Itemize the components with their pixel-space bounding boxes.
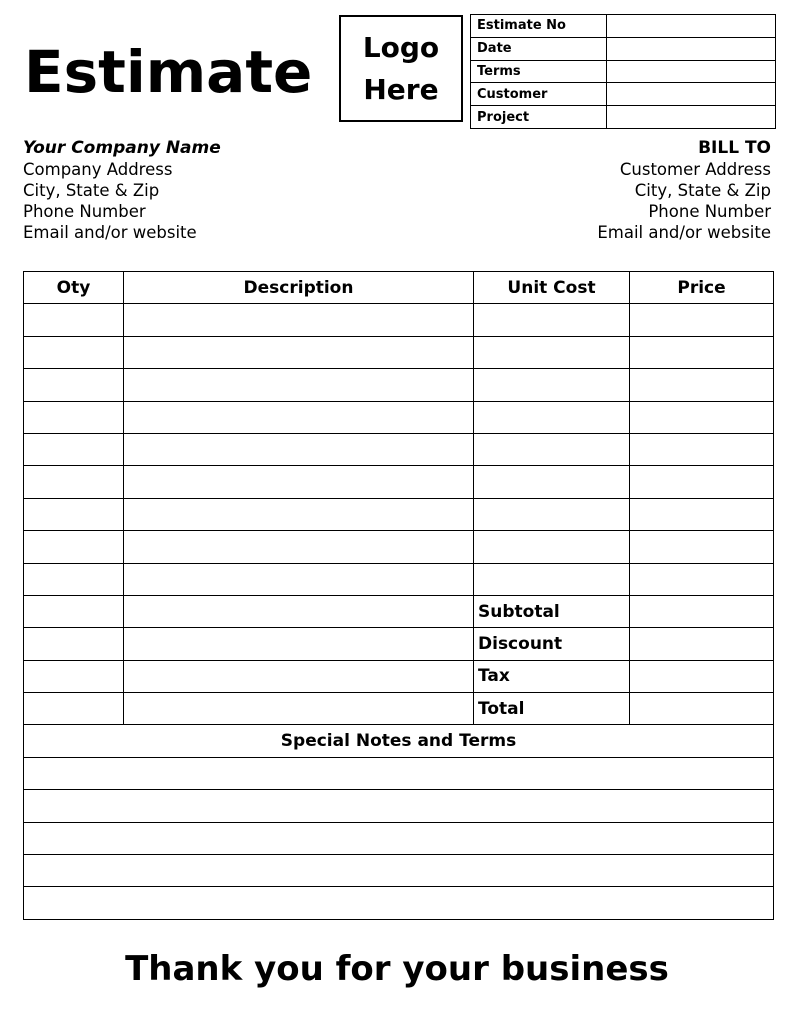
unit-cost-cell[interactable] <box>474 401 630 433</box>
description-cell[interactable] <box>124 563 474 595</box>
company-address: Company Address <box>23 160 173 179</box>
line-items-table <box>23 271 774 920</box>
customer-phone: Phone Number <box>648 202 771 221</box>
summary-value-cell[interactable] <box>630 660 774 692</box>
meta-label: Terms <box>471 60 607 83</box>
notes-row <box>24 790 774 822</box>
column-header-qty: Oty <box>24 272 124 304</box>
summary-label: Subtotal <box>474 595 630 627</box>
summary-row <box>24 595 774 627</box>
meta-value-field[interactable] <box>607 15 776 38</box>
qty-cell[interactable] <box>24 693 124 725</box>
customer-address: Customer Address <box>619 160 771 179</box>
meta-label: Estimate No <box>471 15 607 38</box>
description-cell[interactable] <box>124 336 474 368</box>
meta-label: Project <box>471 106 607 129</box>
qty-cell[interactable] <box>24 660 124 692</box>
column-header-description: Description <box>124 272 474 304</box>
notes-line[interactable] <box>24 757 774 789</box>
summary-value-cell[interactable] <box>630 693 774 725</box>
unit-cost-cell[interactable] <box>474 531 630 563</box>
company-email: Email and/or website <box>23 223 197 242</box>
qty-cell[interactable] <box>24 628 124 660</box>
meta-value-field[interactable] <box>607 106 776 129</box>
qty-cell[interactable] <box>24 531 124 563</box>
notes-row <box>24 887 774 919</box>
description-cell[interactable] <box>124 531 474 563</box>
notes-heading-row <box>24 725 774 757</box>
bill-to-info <box>597 138 771 243</box>
notes-row <box>24 757 774 789</box>
qty-cell[interactable] <box>24 498 124 530</box>
table-row <box>24 531 774 563</box>
description-cell[interactable] <box>124 628 474 660</box>
customer-email: Email and/or website <box>597 223 771 242</box>
logo-text-line2: Here <box>363 72 439 106</box>
unit-cost-cell[interactable] <box>474 466 630 498</box>
price-cell[interactable] <box>630 498 774 530</box>
summary-row <box>24 660 774 692</box>
logo-text-line1: Logo <box>362 30 440 64</box>
table-row <box>24 304 774 336</box>
thank-you-footer: Thank you for your business <box>125 949 669 989</box>
qty-cell[interactable] <box>24 336 124 368</box>
unit-cost-cell[interactable] <box>474 498 630 530</box>
company-info <box>23 138 221 243</box>
table-row <box>24 336 774 368</box>
company-city: City, State & Zip <box>23 181 160 200</box>
description-cell[interactable] <box>124 304 474 336</box>
price-cell[interactable] <box>630 531 774 563</box>
table-row <box>24 498 774 530</box>
qty-cell[interactable] <box>24 466 124 498</box>
description-cell[interactable] <box>124 660 474 692</box>
company-name: Your Company Name <box>23 138 221 158</box>
meta-row <box>471 60 776 83</box>
unit-cost-cell[interactable] <box>474 336 630 368</box>
notes-row <box>24 855 774 887</box>
company-phone: Phone Number <box>23 202 146 221</box>
qty-cell[interactable] <box>24 433 124 465</box>
meta-label: Date <box>471 37 607 60</box>
meta-value-field[interactable] <box>607 37 776 60</box>
meta-value-field[interactable] <box>607 60 776 83</box>
summary-label: Discount <box>474 628 630 660</box>
table-header-row <box>24 272 774 304</box>
price-cell[interactable] <box>630 336 774 368</box>
description-cell[interactable] <box>124 466 474 498</box>
notes-heading: Special Notes and Terms <box>24 725 774 757</box>
column-header-unit-cost: Unit Cost <box>474 272 630 304</box>
qty-cell[interactable] <box>24 304 124 336</box>
notes-line[interactable] <box>24 887 774 919</box>
description-cell[interactable] <box>124 693 474 725</box>
estimate-title: Estimate <box>24 38 313 106</box>
summary-label: Total <box>474 693 630 725</box>
description-cell[interactable] <box>124 401 474 433</box>
unit-cost-cell[interactable] <box>474 369 630 401</box>
table-row <box>24 466 774 498</box>
price-cell[interactable] <box>630 369 774 401</box>
summary-value-cell[interactable] <box>630 595 774 627</box>
qty-cell[interactable] <box>24 563 124 595</box>
price-cell[interactable] <box>630 401 774 433</box>
logo-placeholder <box>339 15 463 122</box>
price-cell[interactable] <box>630 433 774 465</box>
unit-cost-cell[interactable] <box>474 563 630 595</box>
notes-line[interactable] <box>24 822 774 854</box>
price-cell[interactable] <box>630 563 774 595</box>
notes-line[interactable] <box>24 790 774 822</box>
qty-cell[interactable] <box>24 369 124 401</box>
summary-label: Tax <box>474 660 630 692</box>
notes-line[interactable] <box>24 855 774 887</box>
estimate-meta-table <box>470 14 776 129</box>
meta-row <box>471 106 776 129</box>
price-cell[interactable] <box>630 466 774 498</box>
description-cell[interactable] <box>124 369 474 401</box>
unit-cost-cell[interactable] <box>474 304 630 336</box>
description-cell[interactable] <box>124 595 474 627</box>
meta-row <box>471 15 776 38</box>
bill-to-heading: BILL TO <box>698 138 771 158</box>
description-cell[interactable] <box>124 433 474 465</box>
meta-value-field[interactable] <box>607 83 776 106</box>
summary-row <box>24 693 774 725</box>
summary-row <box>24 628 774 660</box>
table-row <box>24 563 774 595</box>
meta-row <box>471 37 776 60</box>
price-cell[interactable] <box>630 304 774 336</box>
summary-value-cell[interactable] <box>630 628 774 660</box>
meta-row <box>471 83 776 106</box>
meta-label: Customer <box>471 83 607 106</box>
notes-row <box>24 822 774 854</box>
table-row <box>24 401 774 433</box>
description-cell[interactable] <box>124 498 474 530</box>
customer-city: City, State & Zip <box>634 181 771 200</box>
table-row <box>24 433 774 465</box>
unit-cost-cell[interactable] <box>474 433 630 465</box>
qty-cell[interactable] <box>24 401 124 433</box>
table-row <box>24 369 774 401</box>
qty-cell[interactable] <box>24 595 124 627</box>
column-header-price: Price <box>630 272 774 304</box>
